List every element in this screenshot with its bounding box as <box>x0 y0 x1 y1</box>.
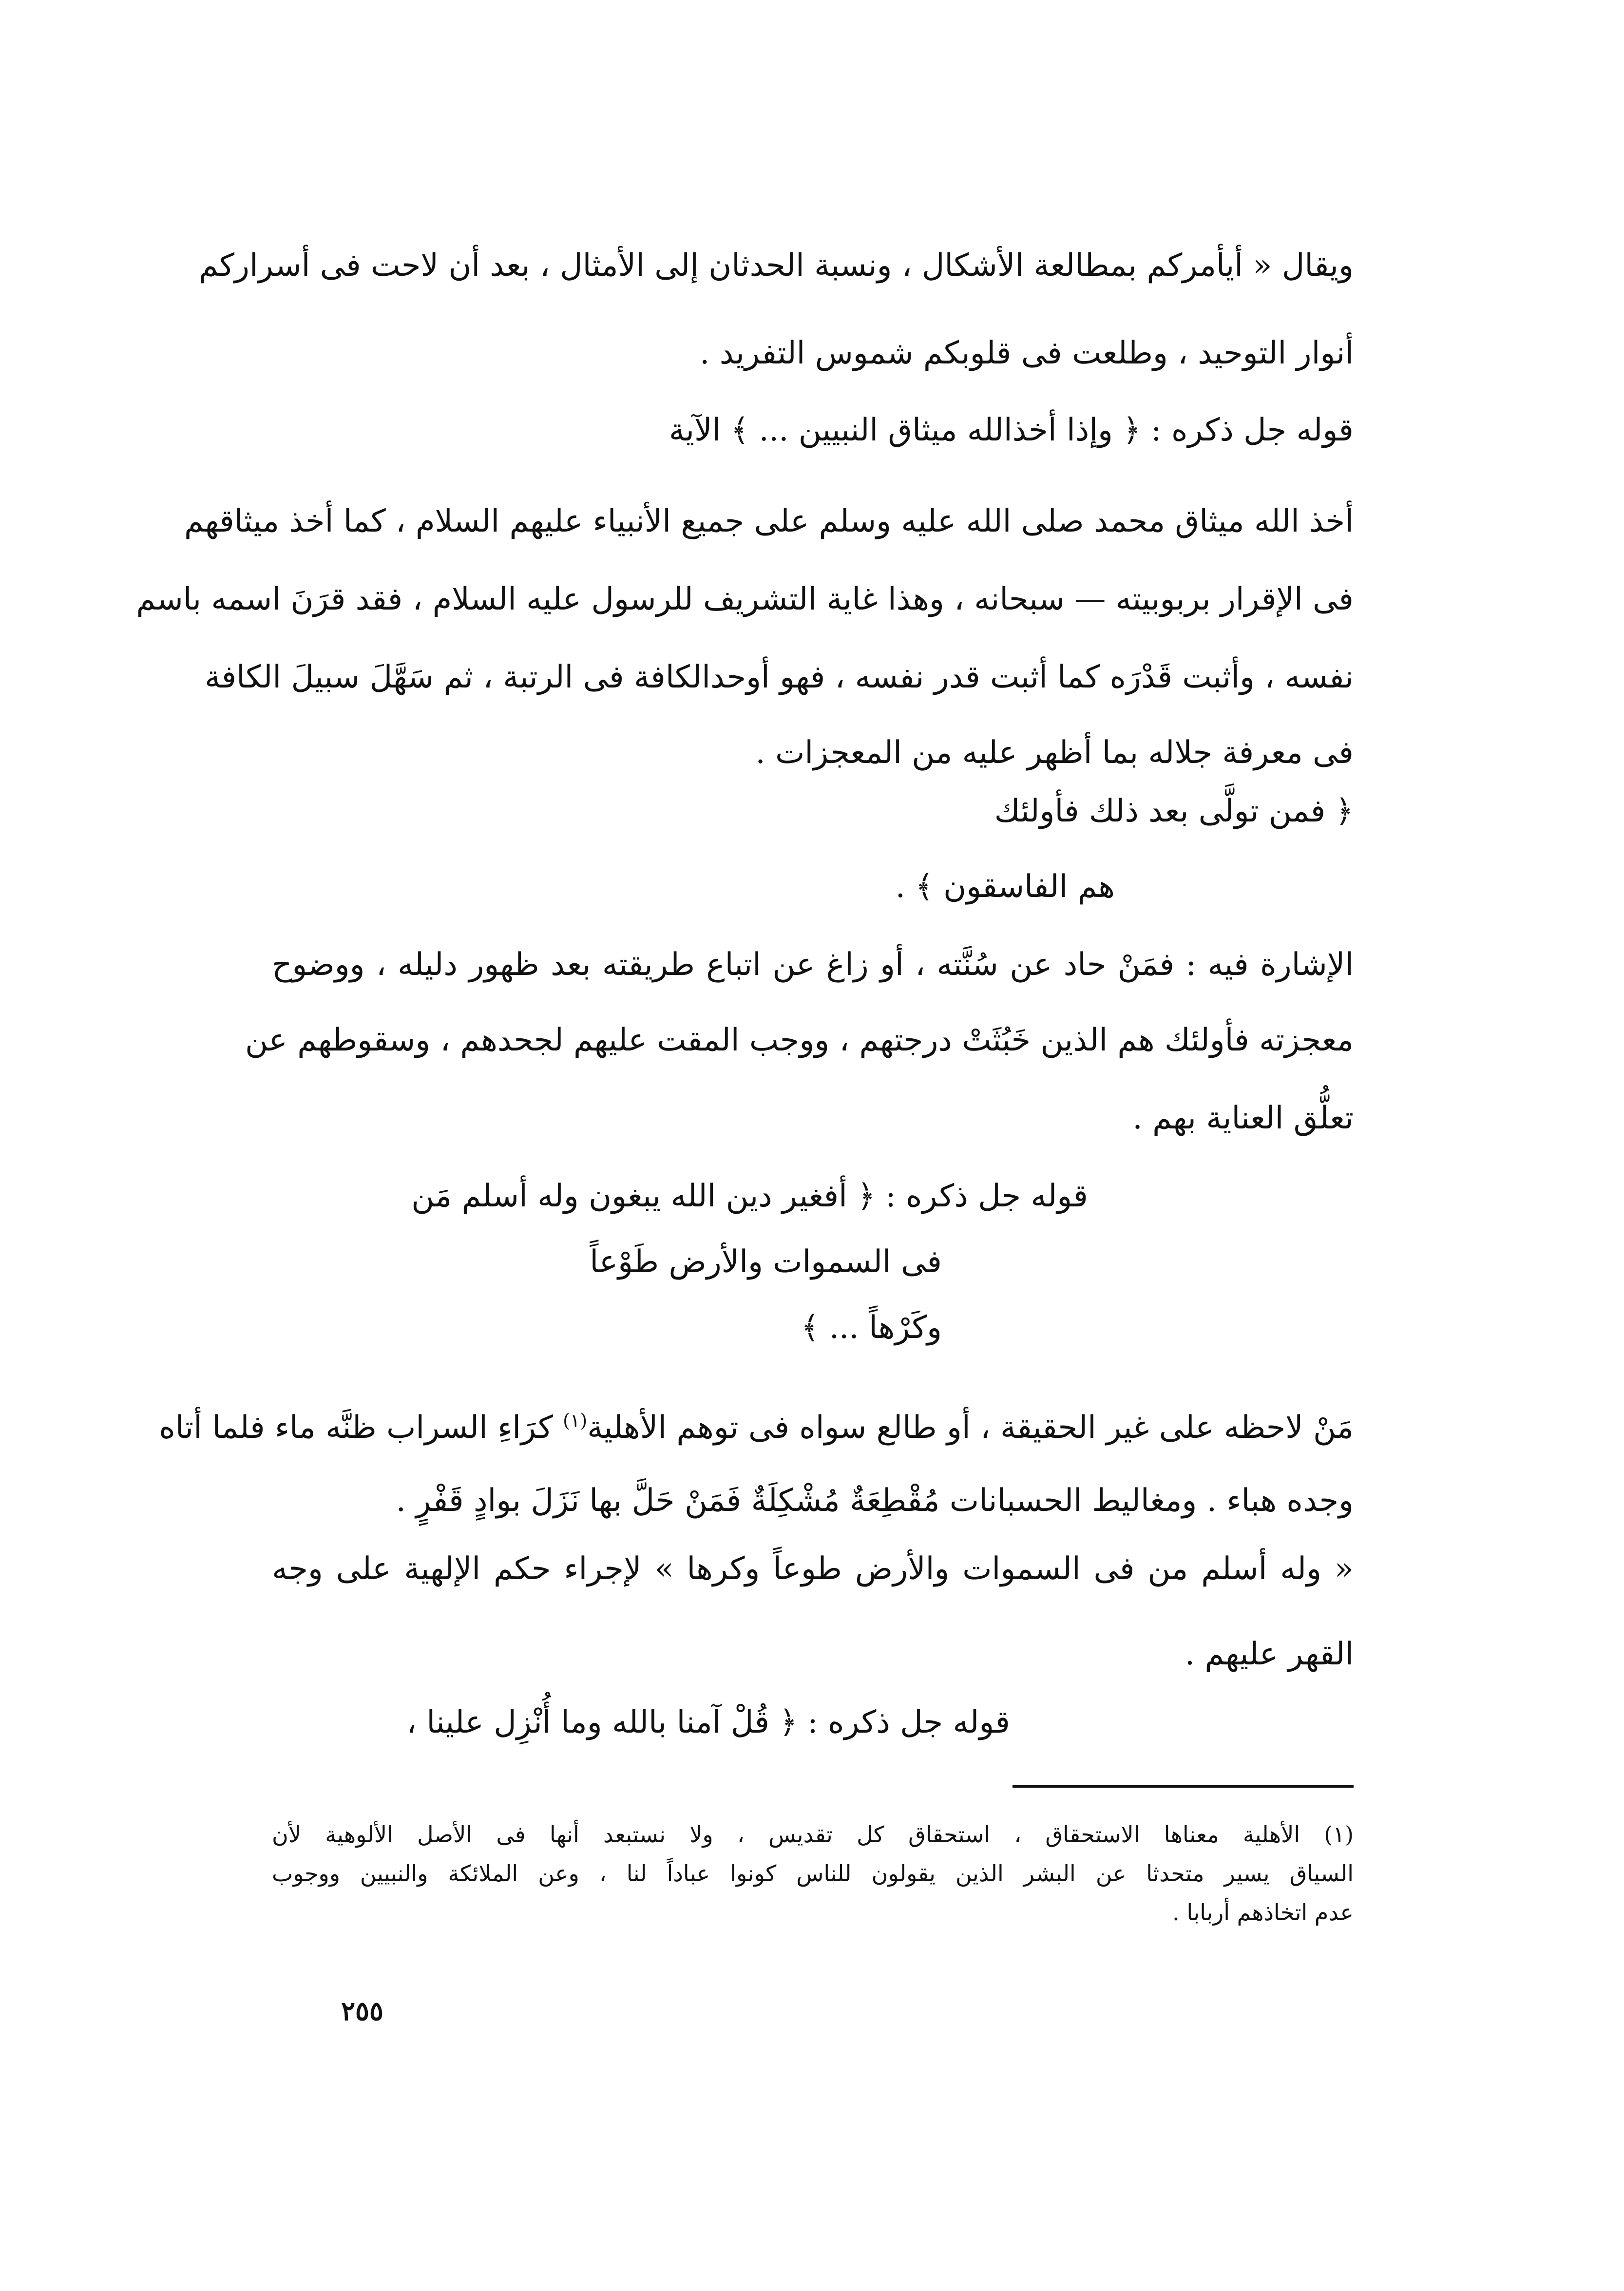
paragraph-3-line-1: الإشارة فيه : فمَنْ حاد عن سُنَّته ، أو زاغ عن اتباع طريقته بعد ظهور دليله ، ووضوح <box>272 947 1354 983</box>
paragraph-2-line-3: نفسه ، وأثبت قَدْرَه كما أثبت قدر نفسه ، فهو أوحدالكافة فى الرتبة ، ثم سَهَّلَ سبيلَ الكافة <box>205 659 1354 695</box>
verse-heading-1: قوله جل ذكره : ﴿ وإذا أخذالله ميثاق النبيين ... ﴾ الآية <box>669 412 1354 448</box>
verse-2-line-1: ﴿ فمن تولَّى بعد ذلك فأولئك <box>994 793 1354 829</box>
paragraph-5-line-1: « وله أسلم من فى السموات والأرض طوعاً وكرها » لإجراء حكم الإلهية على وجه <box>272 1551 1354 1587</box>
paragraph-3-line-3: تعلُّق العناية بهم . <box>1132 1100 1354 1136</box>
verse-2-line-2: هم الفاسقون ﴾ . <box>895 869 1115 905</box>
verse-3-line-2: فى السموات والأرض طَوْعاً <box>590 1244 942 1280</box>
paragraph-5-line-2: القهر عليهم . <box>1185 1636 1354 1672</box>
footnote-separator <box>1013 1785 1354 1788</box>
footnote-line-2: السياق يسير متحدثا عن البشر الذين يقولون للناس كونوا عباداً لنا ، وعن الملائكة والنبيين ووجوب <box>272 1860 1354 1887</box>
paragraph-4-text-b: كرَاءِ السراب ظنَّه ماء فلما أتاه <box>159 1410 563 1446</box>
paragraph-2-line-1: أخذ الله ميثاق محمد صلى الله عليه وسلم على جميع الأنبياء عليهم السلام ، كما أخذ ميثاقهم <box>184 503 1354 539</box>
paragraph-4-line-2: وجده هباء . ومغاليط الحسبانات مُقْطِعَةٌ مُشْكِلَةٌ فَمَنْ حَلَّ بها نَزَلَ بوادٍ قَفْرٍ . <box>396 1483 1354 1519</box>
paragraph-3-line-2: معجزته فأولئك هم الذين خَبُثَتْ درجتهم ، ووجب المقت عليهم لجحدهم ، وسقوطهم عن <box>245 1022 1354 1058</box>
paragraph-2-line-4: فى معرفة جلاله بما أظهر عليه من المعجزات . <box>755 735 1354 771</box>
paragraph-4-line-1 <box>159 1406 1354 1450</box>
footnote-line-3: عدم اتخاذهم أربابا . <box>1172 1899 1354 1926</box>
paragraph-2-line-2: فى الإقرار بربوبيته — سبحانه ، وهذا غاية التشريف للرسول عليه السلام ، فقد قرَنَ اسمه باسم <box>136 581 1354 617</box>
footnote-reference[interactable]: (١) <box>563 1410 588 1432</box>
paragraph-1-line-2: أنوار التوحيد ، وطلعت فى قلوبكم شموس التفريد . <box>700 335 1354 371</box>
verse-3-line-1: قوله جل ذكره : ﴿ أفغير دين الله يبغون وله أسلم مَن <box>411 1178 1088 1214</box>
verse-3-line-3: وكَرْهاً ... ﴾ <box>801 1310 942 1346</box>
paragraph-1-line-1: ويقال « أيأمركم بمطالعة الأشكال ، ونسبة الحدثان إلى الأمثال ، بعد أن لاحت فى أسراركم <box>198 248 1354 284</box>
page-number: ٢٥٥ <box>341 1995 384 2026</box>
footnote-line-1: (١) الأهلية معناها الاستحقاق ، استحقاق كل تقديس ، ولا نستبعد أنها فى الأصل الألوهية لأن <box>272 1821 1354 1848</box>
verse-heading-4: قوله جل ذكره : ﴿ قُلْ آمنا بالله وما أُنْزِل علينا ، <box>406 1704 1010 1740</box>
paragraph-4-text-a: مَنْ لاحظه على غير الحقيقة ، أو طالع سواه فى توهم الأهلية <box>587 1410 1354 1446</box>
